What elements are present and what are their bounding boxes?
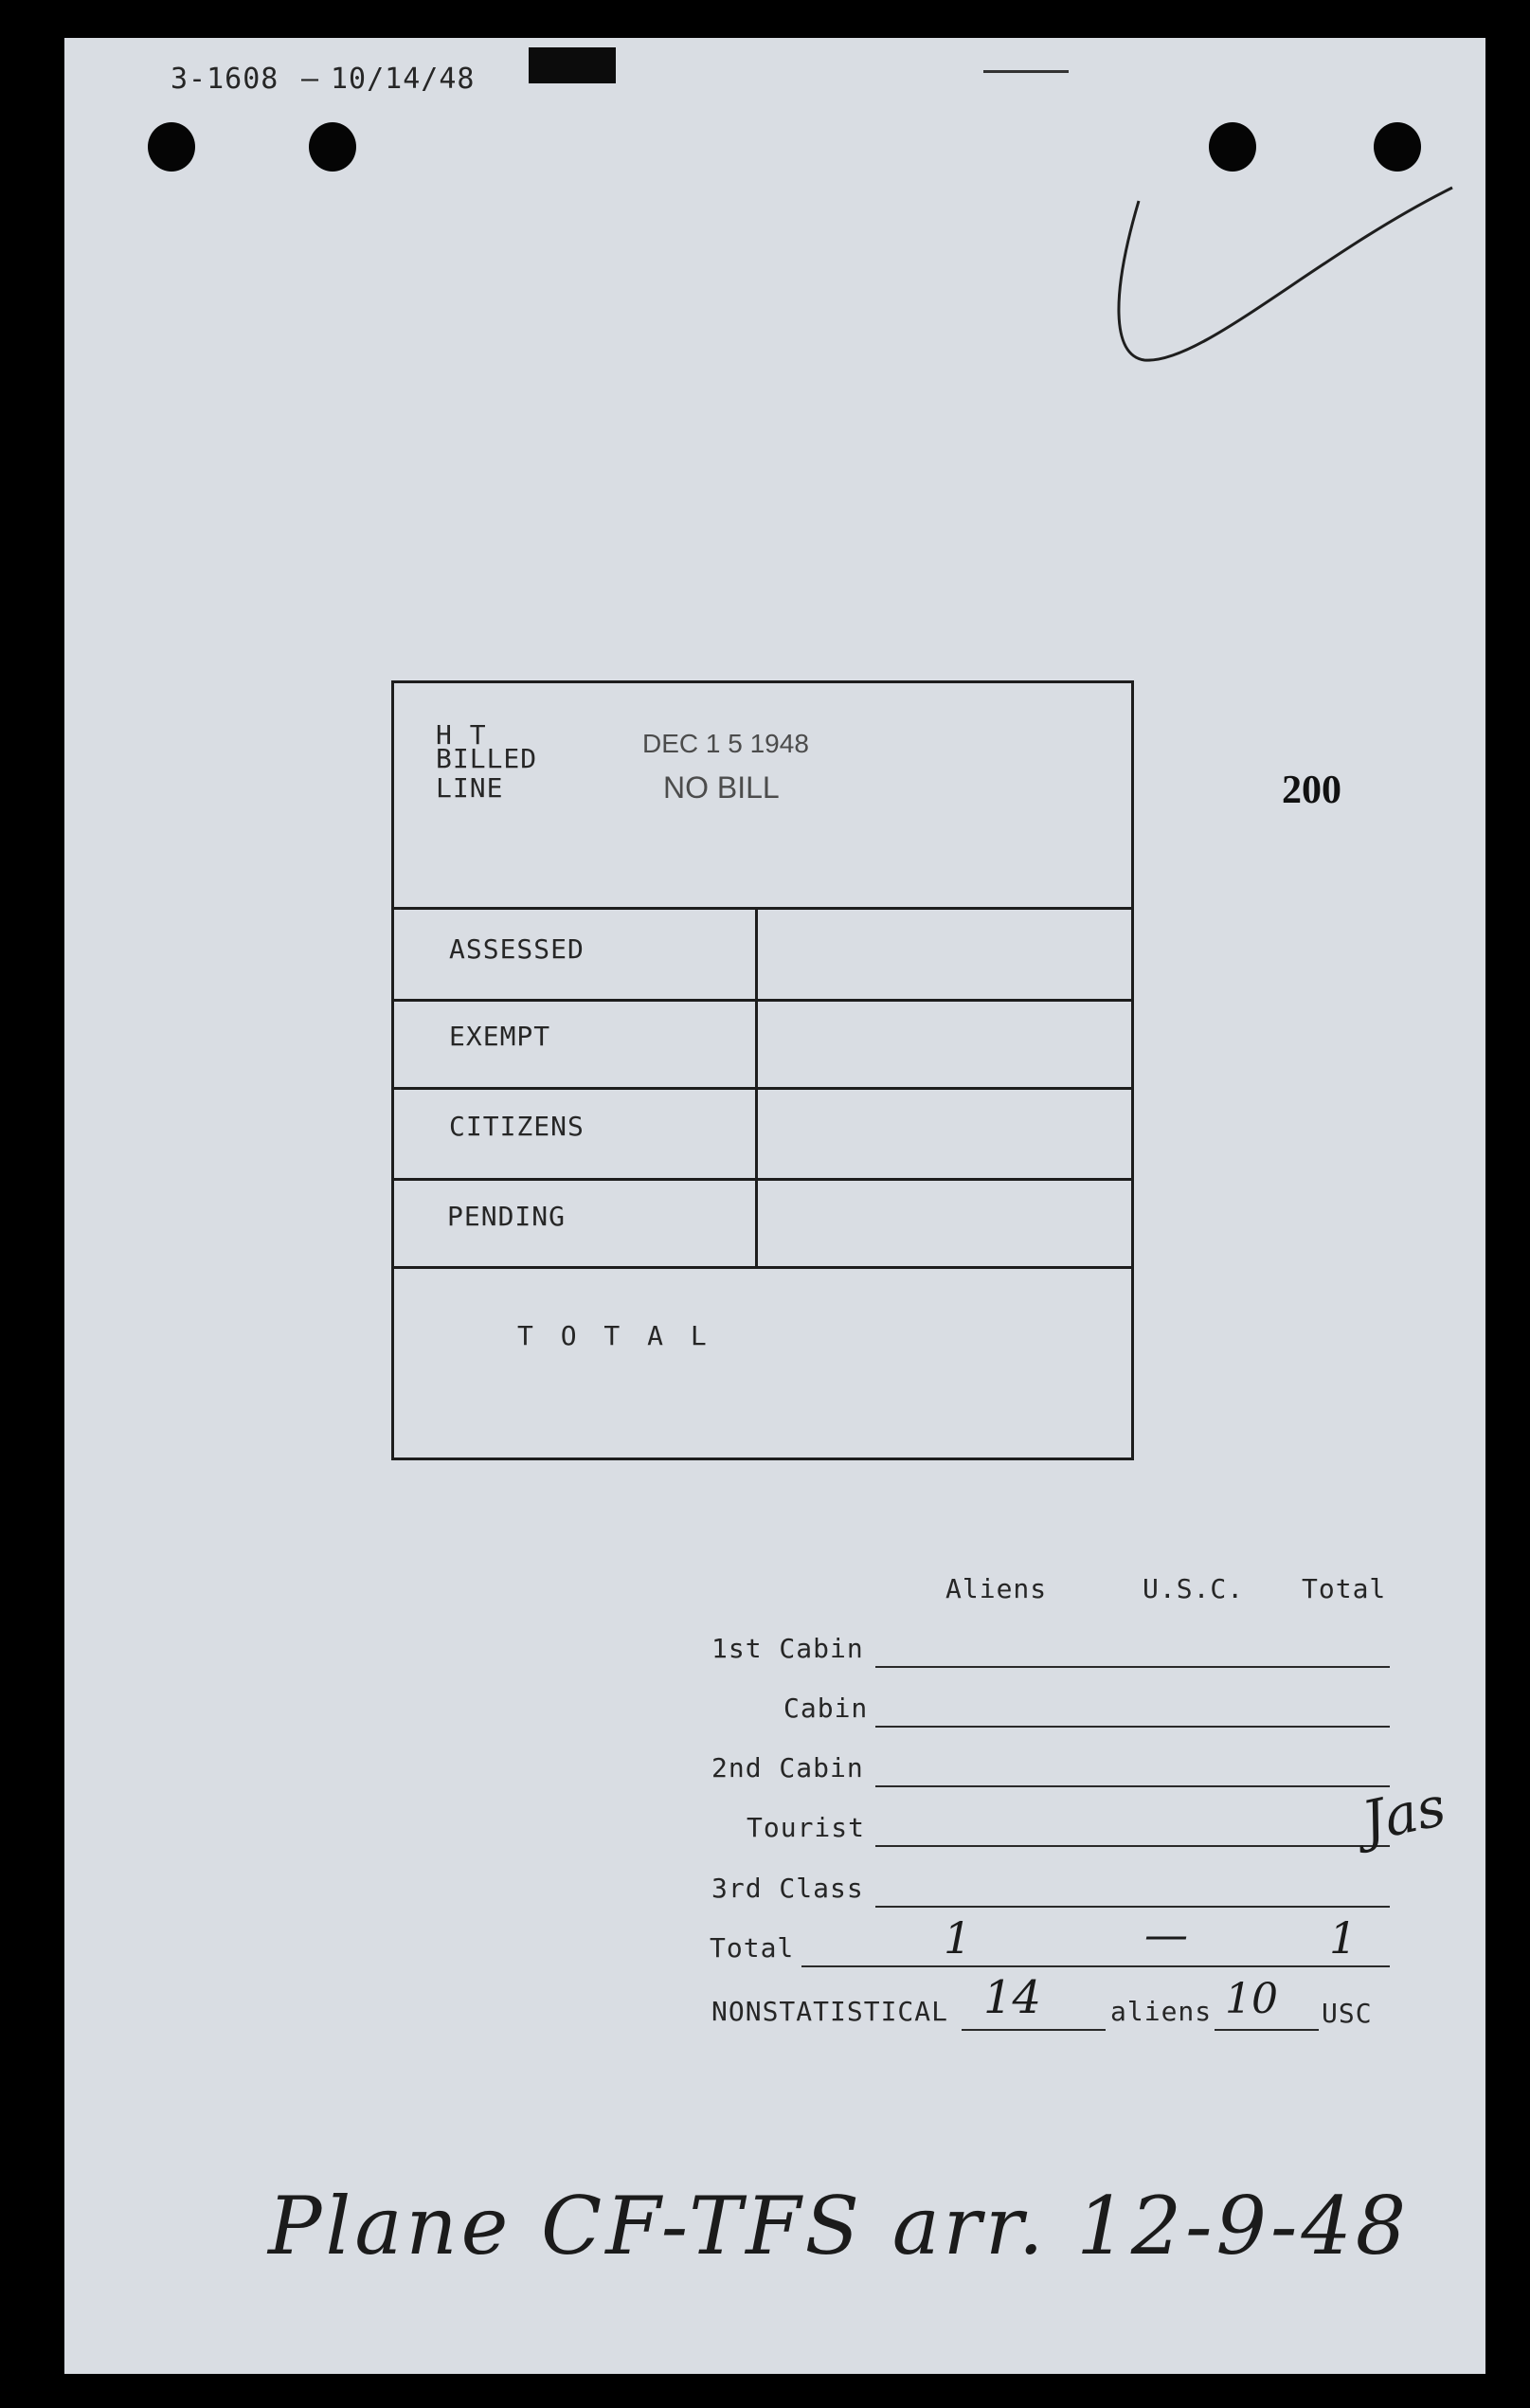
date-stamp: DEC 1 5 1948 <box>642 729 809 758</box>
nonstatistical-label: NONSTATISTICAL <box>711 1996 949 2027</box>
row-label-total: Total <box>710 1932 795 1964</box>
total-aliens-value: 1 <box>944 1912 972 1964</box>
box-divider <box>394 1087 1131 1090</box>
row-label-3rd-class: 3rd Class <box>711 1873 864 1904</box>
row-label-tourist: Tourist <box>747 1812 866 1843</box>
row-line <box>875 1845 1390 1847</box>
document-page <box>64 38 1485 2374</box>
billing-label-line-2: BILLED <box>436 743 538 774</box>
top-dash-mark <box>983 70 1069 73</box>
punch-hole <box>309 122 356 172</box>
nonstat-line <box>962 2029 1106 2031</box>
nonstat-aliens-word: aliens <box>1110 1996 1213 2027</box>
nonstat-line <box>1215 2029 1319 2031</box>
box-divider <box>394 907 1131 910</box>
redaction-mark <box>529 47 616 83</box>
row-label-citizens: CITIZENS <box>449 1111 585 1142</box>
form-date: 10/14/48 <box>331 63 476 96</box>
column-header-usc: U.S.C. <box>1143 1573 1245 1604</box>
form-number: 3-1608 <box>171 63 279 96</box>
handwritten-initials: Jas <box>1356 1773 1451 1855</box>
nonstat-usc-count: 10 <box>1225 1975 1278 2023</box>
punch-hole <box>1374 122 1421 172</box>
box-divider <box>394 1266 1131 1269</box>
total-usc-value: — <box>1144 1909 1188 1960</box>
row-line <box>875 1666 1390 1668</box>
punch-hole <box>148 122 195 172</box>
column-header-total: Total <box>1302 1573 1387 1604</box>
footer-note: Plane CF-TFS arr. 12-9-48 <box>268 2180 1411 2272</box>
form-dash: – <box>301 63 320 96</box>
row-label-1st-cabin: 1st Cabin <box>711 1633 864 1664</box>
row-label-cabin: Cabin <box>783 1693 869 1724</box>
row-line <box>801 1965 1390 1967</box>
row-label-exempt: EXEMPT <box>449 1021 551 1052</box>
row-label-pending: PENDING <box>447 1201 567 1232</box>
punch-hole <box>1209 122 1256 172</box>
row-line <box>875 1726 1390 1728</box>
row-label-assessed: ASSESSED <box>449 933 585 965</box>
billing-label-line-3: LINE <box>436 772 504 804</box>
sheet-number: 200 <box>1282 769 1341 812</box>
row-line <box>875 1785 1390 1787</box>
no-bill-stamp: NO BILL <box>663 770 780 805</box>
nonstat-aliens-count: 14 <box>983 1971 1042 2024</box>
total-label: T O T A L <box>517 1320 712 1351</box>
box-column-divider <box>755 907 758 1269</box>
box-divider <box>394 999 1131 1002</box>
box-divider <box>394 1178 1131 1181</box>
nonstat-usc-word: USC <box>1322 1998 1373 2029</box>
check-mark-icon <box>64 38 74 47</box>
column-header-aliens: Aliens <box>945 1573 1048 1604</box>
total-total-value: 1 <box>1329 1912 1358 1964</box>
row-line <box>875 1906 1390 1908</box>
row-label-2nd-cabin: 2nd Cabin <box>711 1752 864 1783</box>
billing-box <box>391 680 1134 1460</box>
billing-label-line-1: H T <box>436 719 487 751</box>
